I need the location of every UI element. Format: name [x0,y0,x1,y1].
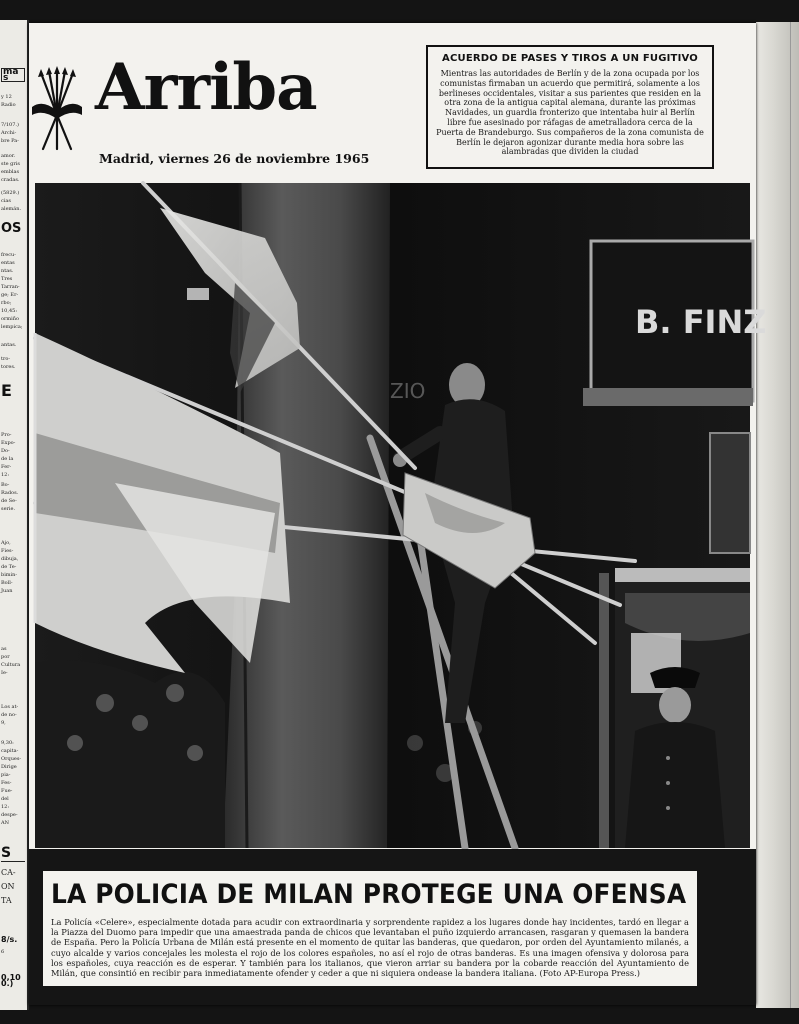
left-fragment: Tarran- [1,284,20,290]
left-fragment: 12: [1,804,10,810]
left-fragment: ste gris [1,161,20,167]
left-fragment: Archi- [1,130,17,136]
left-fragment: amor. [1,153,16,159]
left-fragment: mas [1,68,25,82]
left-fragment: alemán. [1,206,22,212]
left-fragment: Pro- [1,432,12,438]
left-fragment: 12: [1,472,10,478]
left-fragment: Fes- [1,780,12,786]
left-fragment: entas [1,260,15,266]
left-fragment: 9, [1,720,6,726]
left-fragment: AN [1,820,9,826]
dateline: Madrid, viernes 26 de noviembre 1965 [99,151,370,166]
left-fragment: de la [1,456,14,462]
left-fragment: Cultura [1,662,21,668]
story-caption: La Policía «Celere», especialmente dotada para acudir con extraordinaria y sorprendente rapidez a los lugares donde hay incidentes, tardó en llegar a la Piazza del Duomo para impedir que una amaestrada panda de chicos que levantaban el puño izquierdo arrancasen, rasgaran y quemasen la bandera de España. Pero la Policía Urbana de Milán está presente en el momento de quitar las banderas, que quedaron, por orden del Ayuntamiento milanés, a cuyo alcalde y varios concejales les molesta el rojo de los colores españoles, no así el rojo de otras banderas. Es una imagen ofensiva y dolorosa para los españoles, cuya reacción es de esperar. Y también para los italianos, que vieron arriar su bandera por la cobarde reacción del Ayuntamiento de Milán, que consintió en recibir para inmediatamente ofender y ceder a que ni siquiera ondease la bandera italiana. (Foto AP-Europa Press.) [51,917,689,979]
left-fragment: S [1,846,25,862]
left-fragment: Fies- [1,548,14,554]
left-fragment: 10,45: [1,308,17,314]
left-fragment: CA- [1,868,16,877]
left-fragment: Dirige [1,764,17,770]
left-fragment: E [1,381,12,400]
newspaper-page [29,23,767,1005]
left-fragment: frecu- [1,252,16,258]
left-fragment: OS [1,221,22,236]
masthead-title: Arriba [95,50,317,125]
left-fragment: Ajo, [1,540,11,546]
left-fragment: de Te- [1,564,17,570]
left-fragment: serie. [1,506,16,512]
left-fragment: 8/s. [1,935,18,944]
left-fragment: Fer- [1,464,12,470]
left-fragment: Fue- [1,788,13,794]
left-fragment: Los at- [1,704,19,710]
left-fragment: Orques- [1,756,22,762]
photo-scene [35,183,767,848]
left-fragment: 6 [1,949,5,955]
left-fragment: rbo; [1,300,12,306]
left-fragment: bimin- [1,572,18,578]
yoke-and-arrows-emblem [29,65,85,155]
left-fragment: capita- [1,748,19,754]
left-fragment: Rados. [1,490,19,496]
left-fragment: de no- [1,712,17,718]
left-fragment: dibuja, [1,556,19,562]
left-fragment: bre Pa- [1,138,19,144]
story-headline: LA POLICIA DE MILAN PROTEGE UNA OFENSA [51,879,687,910]
left-fragment: Ie- [1,670,8,676]
left-fragment: antas. [1,342,17,348]
left-fragment: Juan [1,588,13,594]
left-fragment: 9,30: [1,740,14,746]
left-fragment: 0,100.) [1,973,21,988]
left-fragment: Boll- [1,580,13,586]
left-fragment: Tres [1,276,13,282]
left-fragment: Expo- [1,440,16,446]
left-fragment: as [1,646,7,652]
left-fragment: por [1,654,10,660]
svg-text:ZIO: ZIO [390,379,426,403]
left-fragment: tores. [1,364,16,370]
page-edge-binding [756,22,799,1008]
shop-sign [591,241,766,401]
left-fragment: ge; Er- [1,292,19,298]
left-fragment: (5829.) [1,190,20,196]
left-fragment: 7/107.) [1,122,19,128]
left-fragment: lempica; [1,324,23,330]
left-fragment: pia- [1,772,11,778]
news-brief-body: Mientras las autoridades de Berlín y de la zona ocupada por los comunistas firmaban un acuerdo que permitirá, solamente a los berlineses occidentales, visitar a sus parientes que residen en la otra zona de la antigua capital alemana, durante las próximas Navidades, un guardia fronterizo que intentaba huir al Berlín libre fue asesinado por ráfagas de ametralladora cerca de la Puerta de Brandeburgo. Sus compañeros de la zona comunista de Berlín le dejaron agonizar durante media hora sobre las alambradas que dividen la ciudad [436,69,704,157]
left-fragment: ON [1,882,15,891]
left-fragment: TA [1,896,12,905]
left-fragment: Radio [1,102,16,108]
left-fragment: ntas. [1,268,14,274]
left-fragment: cias [1,198,11,204]
main-photograph [35,183,767,848]
shop-sign-text: B. FINZ [635,303,767,341]
left-adjacent-page [0,20,29,1010]
left-fragment: de Se- [1,498,17,504]
left-fragment: y 12 [1,94,12,100]
left-fragment: ormiño [1,316,19,322]
left-fragment: Bo- [1,482,10,488]
left-fragment: del [1,796,9,802]
left-fragment: emblas [1,169,20,175]
story-caption-box [43,871,697,986]
news-brief-box [426,45,714,169]
left-fragment: tro- [1,356,11,362]
left-fragment: despe- [1,812,18,818]
left-fragment: Do- [1,448,10,454]
left-fragment: cradas. [1,177,20,183]
news-brief-title: ACUERDO DE PASES Y TIROS A UN FUGITIVO [442,53,698,64]
